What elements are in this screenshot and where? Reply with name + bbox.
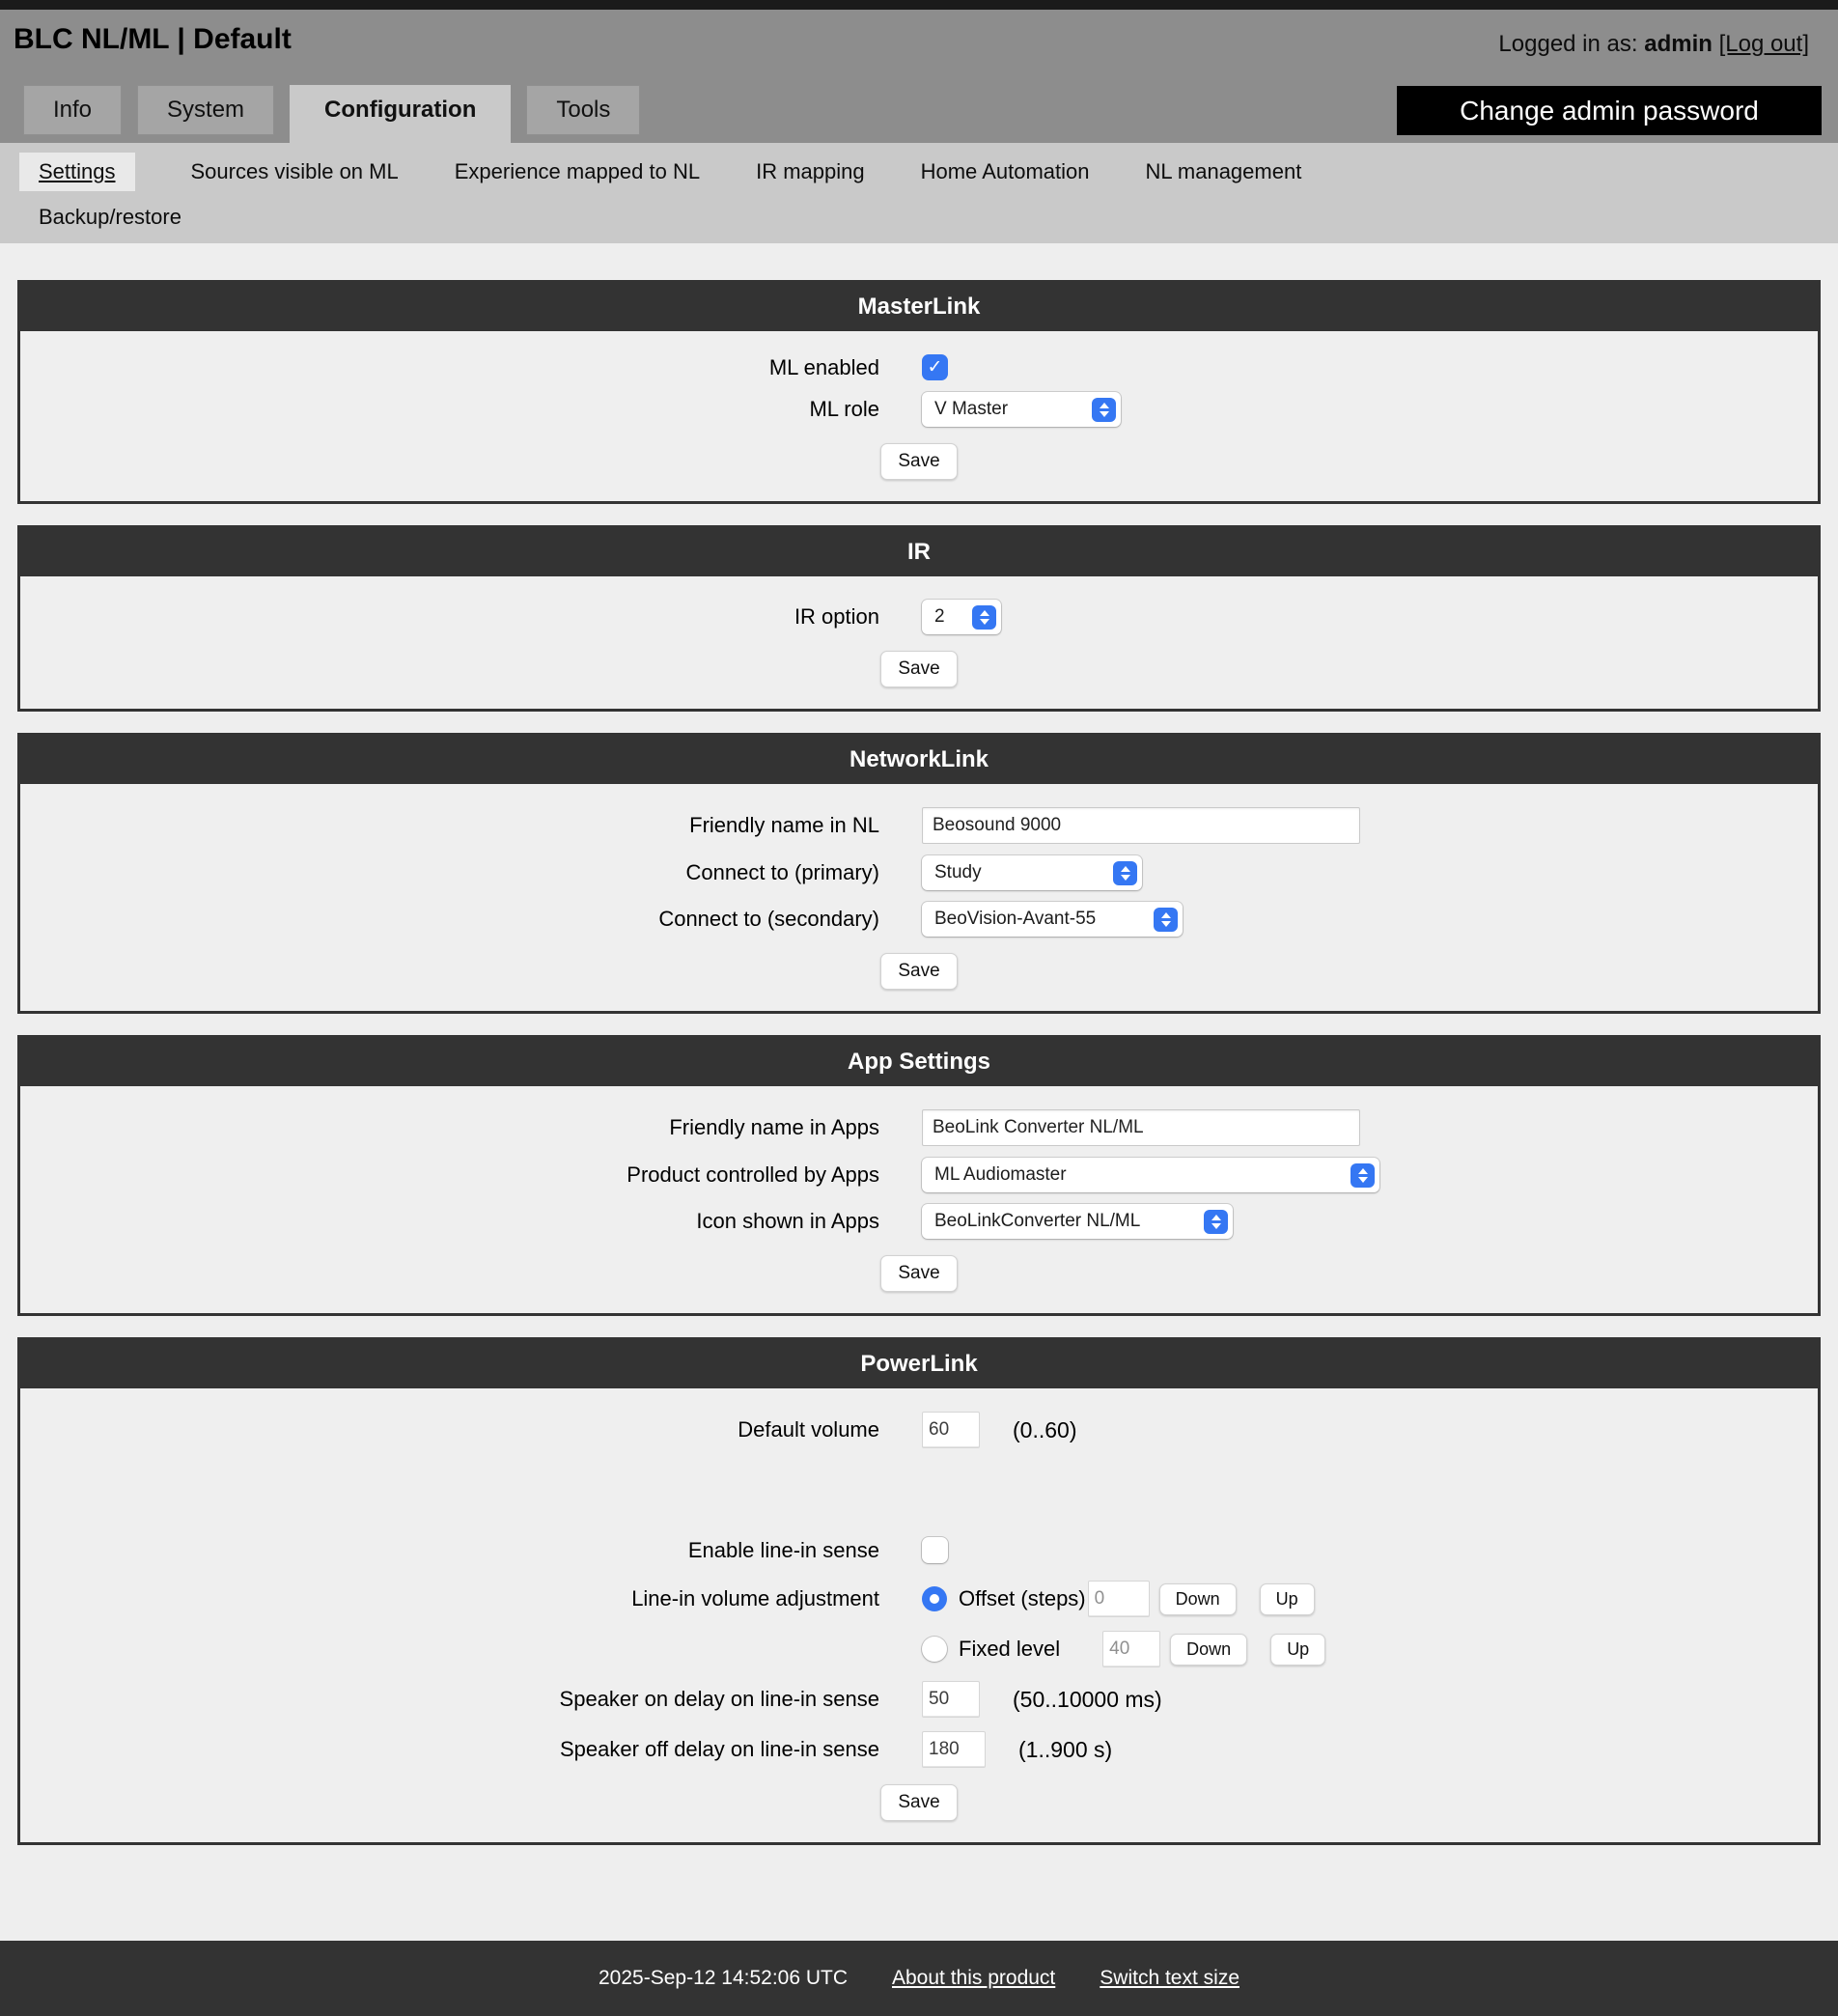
friendly-name-nl-input[interactable] — [922, 807, 1360, 844]
section-app-settings-body — [20, 1086, 1818, 1313]
friendly-name-apps-control — [922, 1109, 1818, 1146]
fixed-level-radio[interactable] — [922, 1637, 947, 1662]
subnav-item-nl-management[interactable]: NL management — [1145, 159, 1302, 183]
connect-secondary-select[interactable] — [922, 902, 1183, 937]
switch-text-size-link[interactable]: Switch text size — [1100, 1967, 1239, 1989]
form-row-connect-secondary — [20, 902, 1818, 937]
enable-line-in-checkbox[interactable] — [922, 1537, 948, 1563]
ir-option-select[interactable] — [922, 600, 1001, 634]
connect-secondary-control — [922, 902, 1818, 937]
fixed-down-button[interactable]: Down — [1170, 1634, 1247, 1666]
footer-timestamp: 2025-Sep-12 14:52:06 UTC — [599, 1967, 848, 1989]
select-stepper-icon — [972, 605, 996, 630]
main-tabs — [23, 85, 655, 143]
ir-option-label: IR option — [794, 604, 879, 629]
fixed-level-input[interactable] — [1102, 1631, 1160, 1667]
select-stepper-icon — [1204, 1210, 1228, 1234]
section-networklink-body — [20, 784, 1818, 1011]
section-ir — [17, 525, 1821, 712]
icon-shown-control — [922, 1204, 1818, 1239]
section-masterlink-body — [20, 331, 1818, 501]
form-row-friendly-name-apps — [20, 1109, 1818, 1146]
subnav-item-experience-mapped-to-nl[interactable]: Experience mapped to NL — [454, 159, 701, 183]
connect-primary-select[interactable] — [922, 855, 1142, 890]
login-username: admin — [1644, 31, 1713, 57]
tab-system[interactable]: System — [137, 85, 274, 135]
connect-secondary-value: BeoVision-Avant-55 — [934, 909, 1097, 929]
enable-line-in-label: Enable line-in sense — [687, 1537, 879, 1562]
offset-steps-radio[interactable] — [922, 1586, 947, 1611]
section-masterlink-title: MasterLink — [20, 283, 1818, 331]
offset-steps-input[interactable] — [1088, 1581, 1150, 1617]
subnav-item-backup-restore[interactable]: Backup/restore — [39, 205, 181, 229]
offset-up-button[interactable]: Up — [1260, 1583, 1315, 1615]
save-button[interactable]: Save — [880, 953, 957, 990]
section-powerlink-body — [20, 1388, 1818, 1842]
speaker-off-delay-label: Speaker off delay on line-in sense — [559, 1737, 879, 1761]
speaker-on-delay-input[interactable] — [922, 1681, 980, 1718]
form-row-line-in-adjustment-fixed — [20, 1631, 1818, 1667]
form-row-line-in-adjustment-offset — [20, 1581, 1818, 1617]
main-content — [0, 243, 1838, 1845]
form-row-enable-line-in — [20, 1537, 1818, 1563]
form-row-default-volume — [20, 1412, 1818, 1448]
login-status — [1498, 31, 1809, 58]
form-row-speaker-on-delay — [20, 1681, 1818, 1718]
friendly-name-nl-control — [922, 807, 1818, 844]
subnav-item-ir-mapping[interactable]: IR mapping — [756, 159, 865, 183]
select-stepper-icon — [1092, 398, 1116, 422]
icon-shown-select[interactable] — [922, 1204, 1233, 1239]
speaker-on-delay-range-hint: (50..10000 ms) — [1013, 1686, 1162, 1712]
section-masterlink — [17, 280, 1821, 504]
fixed-level-label: Fixed level — [959, 1637, 1061, 1661]
tab-configuration[interactable]: Configuration — [290, 85, 511, 147]
connect-primary-value: Study — [934, 862, 982, 882]
form-row-product-controlled — [20, 1158, 1818, 1192]
speaker-off-delay-control — [922, 1731, 1818, 1768]
ml-role-value: V Master — [934, 399, 1009, 419]
section-ir-body — [20, 576, 1818, 709]
ir-option-value: 2 — [934, 606, 945, 627]
save-button[interactable]: Save — [880, 1255, 957, 1292]
login-prefix: Logged in as: — [1498, 31, 1638, 57]
friendly-name-apps-input[interactable] — [922, 1109, 1360, 1146]
offset-down-button[interactable]: Down — [1159, 1583, 1237, 1615]
fixed-up-button[interactable]: Up — [1270, 1634, 1325, 1666]
save-button[interactable]: Save — [880, 443, 957, 480]
select-stepper-icon — [1351, 1163, 1375, 1188]
ml-role-label: ML role — [809, 397, 879, 421]
connect-primary-control — [922, 855, 1818, 890]
section-powerlink — [17, 1337, 1821, 1845]
networklink-save-row — [20, 953, 1818, 990]
friendly-name-apps-label: Friendly name in Apps — [669, 1115, 879, 1139]
icon-shown-label: Icon shown in Apps — [696, 1209, 879, 1233]
product-controlled-label: Product controlled by Apps — [627, 1162, 879, 1187]
logout-link[interactable]: [Log out] — [1718, 31, 1809, 57]
subnav-item-sources-visible-on-ml[interactable]: Sources visible on ML — [190, 159, 399, 183]
header — [0, 10, 1838, 143]
ml-enabled-checkbox[interactable] — [922, 354, 948, 380]
ml-role-control — [922, 392, 1818, 427]
about-product-link[interactable]: About this product — [892, 1967, 1056, 1989]
line-in-offset-control — [922, 1581, 1818, 1617]
section-app-settings-title: App Settings — [20, 1038, 1818, 1086]
ir-option-control — [922, 600, 1818, 634]
save-button[interactable]: Save — [880, 1784, 957, 1821]
ir-save-row — [20, 651, 1818, 687]
ml-role-select[interactable] — [922, 392, 1121, 427]
config-subnav — [0, 143, 1838, 243]
subnav-item-home-automation[interactable]: Home Automation — [920, 159, 1090, 183]
enable-line-in-control — [922, 1537, 1818, 1563]
speaker-off-delay-input[interactable] — [922, 1731, 986, 1768]
connect-primary-label: Connect to (primary) — [685, 860, 879, 884]
icon-shown-value: BeoLinkConverter NL/ML — [934, 1211, 1141, 1231]
tab-tools[interactable]: Tools — [526, 85, 640, 135]
default-volume-input[interactable] — [922, 1412, 980, 1448]
select-stepper-icon — [1113, 861, 1137, 885]
tab-info[interactable]: Info — [23, 85, 122, 135]
form-row-icon-shown — [20, 1204, 1818, 1239]
footer — [0, 1941, 1838, 2016]
masterlink-save-row — [20, 443, 1818, 480]
product-controlled-select[interactable] — [922, 1158, 1379, 1192]
page-title: BLC NL/ML | Default — [14, 23, 292, 55]
product-controlled-control — [922, 1158, 1818, 1192]
subnav-item-settings[interactable]: Settings — [19, 153, 135, 191]
powerlink-save-row — [20, 1784, 1818, 1821]
select-stepper-icon — [1154, 908, 1178, 932]
form-row-ir-option — [20, 600, 1818, 634]
subnav-row-1 — [0, 153, 1838, 191]
speaker-on-delay-control — [922, 1681, 1818, 1718]
offset-steps-label: Offset (steps) — [959, 1586, 1086, 1610]
form-row-friendly-name-nl — [20, 807, 1818, 844]
form-row-speaker-off-delay — [20, 1731, 1818, 1768]
connect-secondary-label: Connect to (secondary) — [658, 907, 879, 931]
form-row-ml-enabled — [20, 354, 1818, 380]
ml-enabled-label: ML enabled — [768, 354, 879, 379]
section-ir-title: IR — [20, 528, 1818, 576]
speaker-on-delay-label: Speaker on delay on line-in sense — [559, 1687, 879, 1711]
default-volume-label: Default volume — [738, 1417, 879, 1442]
save-button[interactable]: Save — [880, 651, 957, 687]
friendly-name-nl-label: Friendly name in NL — [689, 813, 879, 837]
line-in-adjustment-label: Line-in volume adjustment — [631, 1586, 879, 1610]
ml-enabled-control — [922, 354, 1818, 380]
section-networklink — [17, 733, 1821, 1014]
section-networklink-title: NetworkLink — [20, 736, 1818, 784]
product-controlled-value: ML Audiomaster — [934, 1164, 1067, 1185]
section-powerlink-title: PowerLink — [20, 1340, 1818, 1388]
subnav-row-2 — [0, 191, 1838, 232]
default-volume-range-hint: (0..60) — [1013, 1416, 1077, 1442]
top-border-strip — [0, 0, 1838, 10]
form-row-ml-role — [20, 392, 1818, 427]
default-volume-control — [922, 1412, 1818, 1448]
speaker-off-delay-range-hint: (1..900 s) — [1018, 1736, 1113, 1762]
app-settings-save-row — [20, 1255, 1818, 1292]
change-admin-password-button[interactable]: Change admin password — [1397, 86, 1822, 135]
section-app-settings — [17, 1035, 1821, 1316]
line-in-fixed-control — [922, 1631, 1818, 1667]
form-row-connect-primary — [20, 855, 1818, 890]
